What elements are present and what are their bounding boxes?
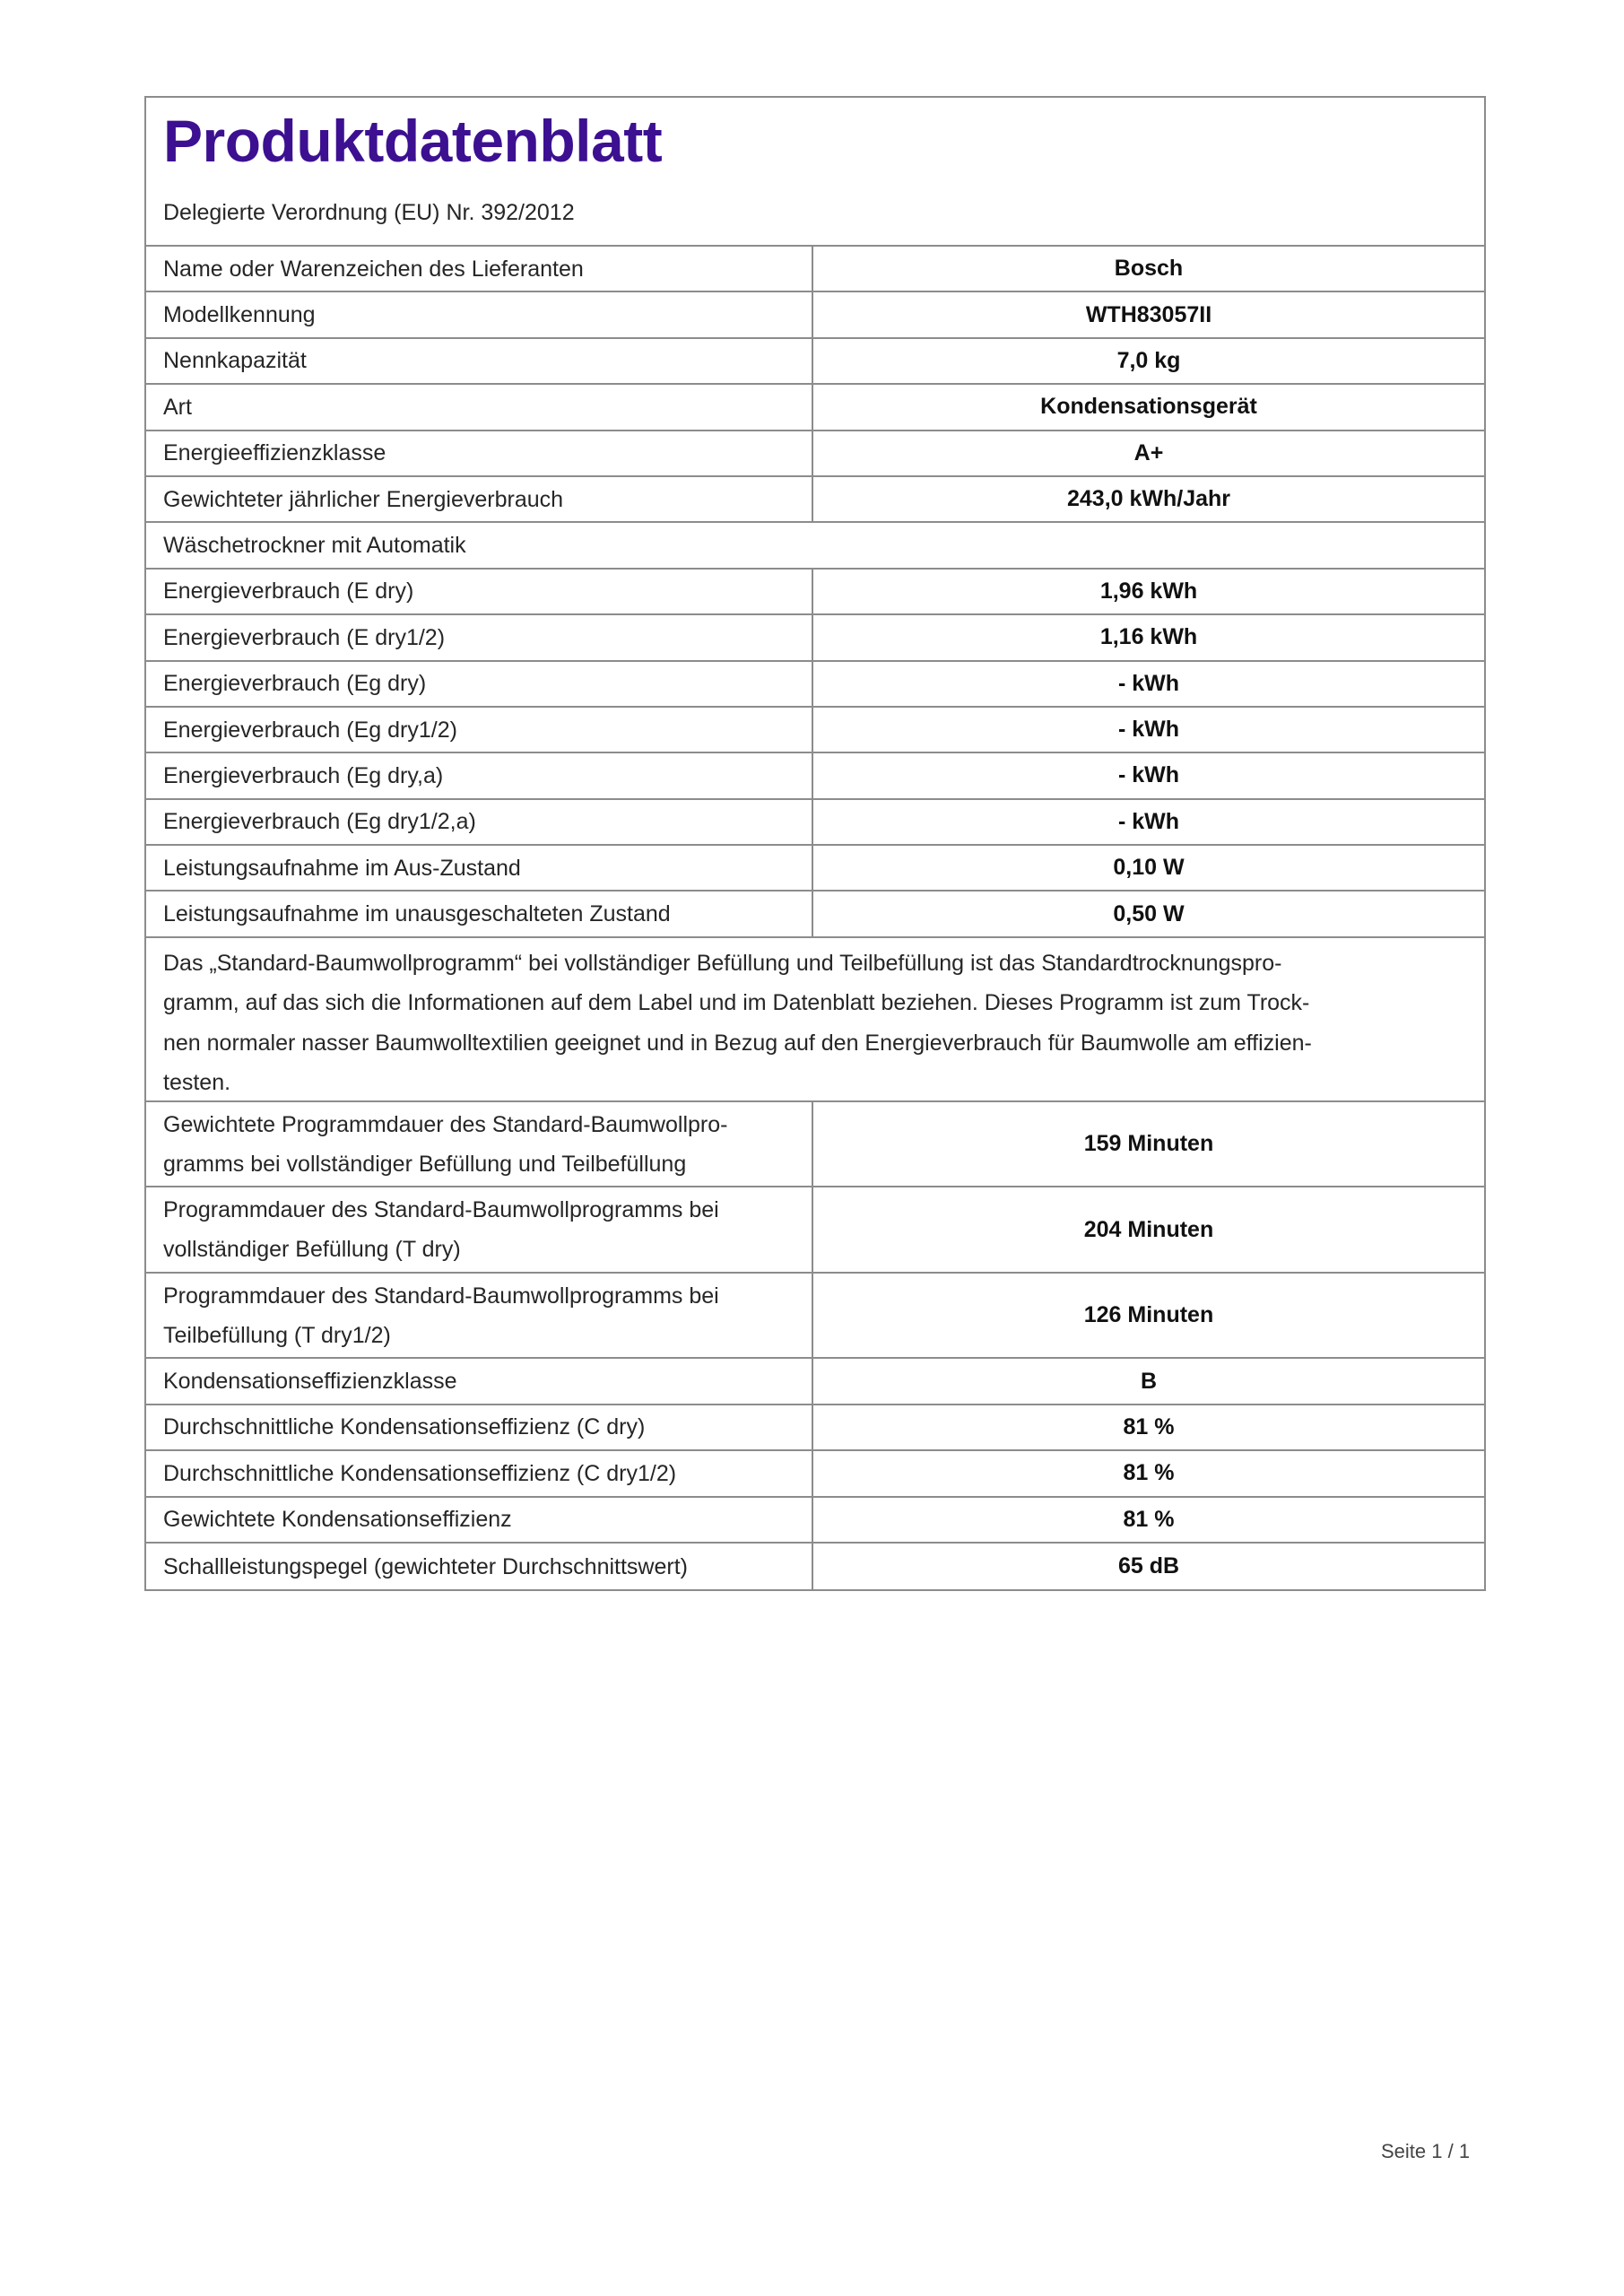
table-row	[146, 1359, 1484, 1405]
table-row	[146, 891, 1484, 937]
sheet-header	[146, 98, 1484, 247]
row-value: WTH83057II	[1085, 301, 1212, 327]
note-line: testen.	[163, 1070, 231, 1096]
row-value: - kWh	[1117, 717, 1180, 743]
row-label: Energieeffizienzklasse	[146, 431, 813, 475]
table-row-energy-class	[146, 431, 1484, 477]
table-row	[146, 1405, 1484, 1451]
section-row-automatic-dryer	[146, 523, 1484, 569]
row-label	[146, 1187, 813, 1272]
label-line: vollständiger Befüllung (T dry)	[163, 1237, 461, 1263]
row-label: Gewichtete Kondensationseffizienz	[146, 1498, 813, 1542]
label-line: Programmdauer des Standard-Baumwollprogramms bei	[163, 1283, 719, 1309]
row-label: Gewichteter jährlicher Energieverbrauch	[146, 477, 813, 521]
table-row-model	[146, 292, 1484, 338]
row-label: Energieverbrauch (Eg dry1/2,a)	[146, 800, 813, 844]
row-value: - kWh	[1117, 762, 1180, 788]
table-row	[146, 846, 1484, 891]
row-value: Kondensationsgerät	[1040, 394, 1257, 420]
row-label: Nennkapazität	[146, 339, 813, 383]
row-value: 204 Minuten	[1083, 1216, 1214, 1242]
row-label: Energieverbrauch (E dry1/2)	[146, 615, 813, 659]
row-value: 126 Minuten	[1083, 1302, 1214, 1328]
row-label: Energieverbrauch (Eg dry,a)	[146, 753, 813, 797]
table-row-supplier	[146, 247, 1484, 292]
label-line: Gewichtete Programmdauer des Standard-Baumwollpro-	[163, 1111, 728, 1137]
regulation-reference: Delegierte Verordnung (EU) Nr. 392/2012	[163, 200, 575, 225]
table-row	[146, 570, 1484, 615]
row-label: Schallleistungspegel (gewichteter Durchschnittswert)	[146, 1544, 813, 1589]
row-value: 1,96 kWh	[1099, 578, 1198, 604]
row-value: 159 Minuten	[1083, 1131, 1214, 1157]
table-row	[146, 800, 1484, 846]
row-label	[146, 1102, 813, 1187]
row-value: 0,10 W	[1113, 855, 1185, 881]
table-row	[146, 1498, 1484, 1544]
row-label: Energieverbrauch (E dry)	[146, 570, 813, 613]
row-value: A+	[1133, 439, 1164, 465]
row-label: Energieverbrauch (Eg dry)	[146, 662, 813, 706]
note-line: nen normaler nasser Baumwolltextilien geeignet und in Bezug auf den Energieverbrauch für Baumwolle am effizien-	[163, 1030, 1312, 1056]
row-label: Art	[146, 385, 813, 429]
row-value: 65 dB	[1117, 1553, 1180, 1579]
row-value: - kWh	[1117, 670, 1180, 696]
row-label: Energieverbrauch (Eg dry1/2)	[146, 708, 813, 752]
product-data-sheet	[144, 96, 1486, 1591]
row-value: 81 %	[1123, 1460, 1175, 1486]
table-row	[146, 753, 1484, 799]
row-label: Durchschnittliche Kondensationseffizienz (C dry)	[146, 1405, 813, 1449]
row-value: 243,0 kWh/Jahr	[1066, 486, 1231, 512]
standard-program-note	[146, 938, 1484, 1102]
table-row-duration-full	[146, 1187, 1484, 1274]
table-row-capacity	[146, 339, 1484, 385]
row-label: Name oder Warenzeichen des Lieferanten	[146, 247, 813, 291]
table-row	[146, 1544, 1484, 1589]
row-label: Leistungsaufnahme im unausgeschalteten Zustand	[146, 891, 813, 935]
row-label	[146, 1274, 813, 1358]
table-row	[146, 615, 1484, 661]
note-line: Das „Standard-Baumwollprogramm“ bei vollständiger Befüllung und Teilbefüllung ist das Standardtrocknungspro-	[163, 950, 1282, 976]
label-line: Teilbefüllung (T dry1/2)	[163, 1322, 391, 1348]
section-label: Wäschetrockner mit Automatik	[163, 533, 466, 559]
row-label: Modellkennung	[146, 292, 813, 336]
row-value: 1,16 kWh	[1099, 624, 1198, 650]
row-value: Bosch	[1114, 256, 1184, 282]
row-value: 81 %	[1123, 1506, 1175, 1532]
row-value: - kWh	[1117, 808, 1180, 834]
row-value: 7,0 kg	[1116, 347, 1181, 373]
page-number: Seite 1 / 1	[1381, 2140, 1471, 2162]
row-label: Durchschnittliche Kondensationseffizienz (C dry1/2)	[146, 1451, 813, 1495]
table-row	[146, 662, 1484, 708]
table-row-annual-energy	[146, 477, 1484, 523]
label-line: gramms bei vollständiger Befüllung und Teilbefüllung	[163, 1151, 687, 1177]
note-line: gramm, auf das sich die Informationen auf dem Label und im Datenblatt beziehen. Dieses Programm ist zum Trock-	[163, 990, 1310, 1016]
row-label: Kondensationseffizienzklasse	[146, 1359, 813, 1403]
label-line: Programmdauer des Standard-Baumwollprogramms bei	[163, 1197, 719, 1223]
table-row-weighted-duration	[146, 1102, 1484, 1188]
table-row	[146, 708, 1484, 753]
row-value: 81 %	[1123, 1413, 1175, 1439]
row-value: 0,50 W	[1113, 900, 1185, 926]
table-row-duration-partial	[146, 1274, 1484, 1360]
page-title: Produktdatenblatt	[163, 108, 663, 174]
row-label: Leistungsaufnahme im Aus-Zustand	[146, 846, 813, 890]
table-row-type	[146, 385, 1484, 430]
row-value: B	[1140, 1368, 1158, 1394]
table-row	[146, 1451, 1484, 1497]
